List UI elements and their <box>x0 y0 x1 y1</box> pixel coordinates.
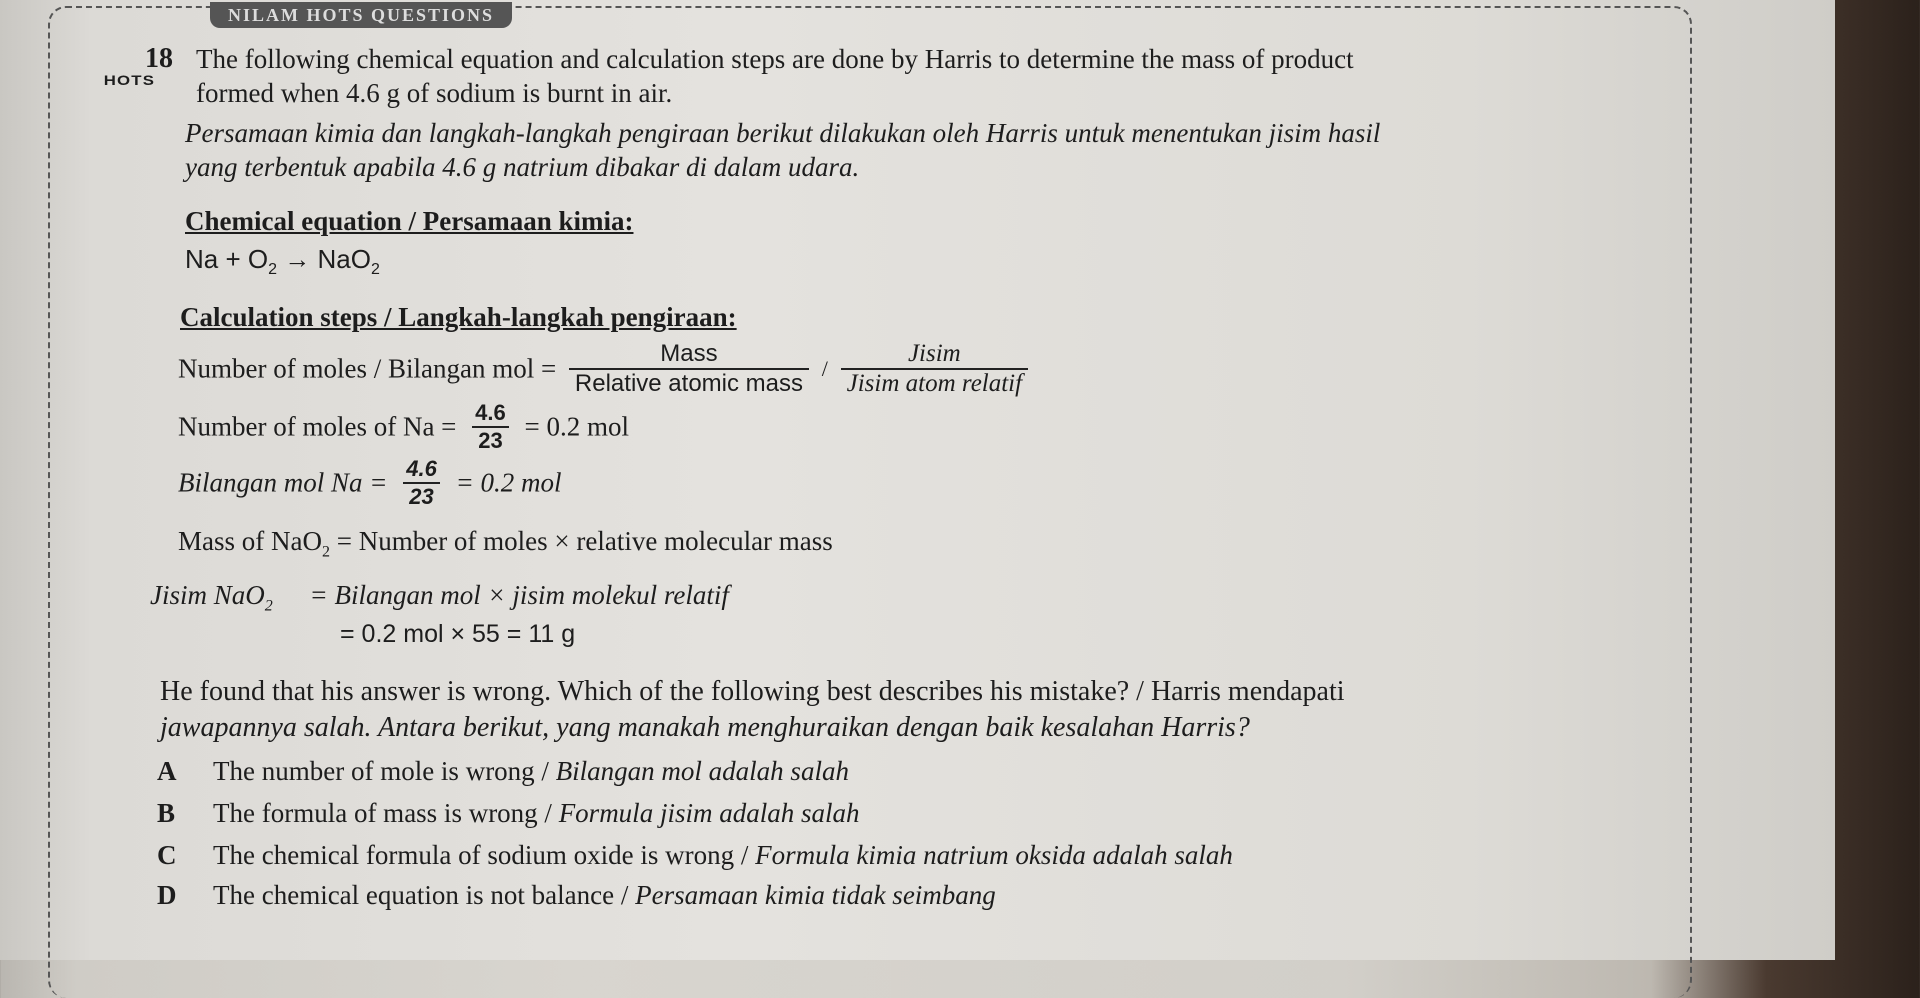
calculation-heading: Calculation steps / Langkah-langkah pengiraan: <box>180 302 737 332</box>
moles-na-label: Number of moles of Na = <box>178 411 457 442</box>
section-header: NILAM HOTS QUESTIONS <box>210 2 512 28</box>
moles-na-fraction <box>469 400 512 454</box>
option-d[interactable] <box>157 880 996 911</box>
question-text-en-2: formed when 4.6 g of sodium is burnt in air. <box>196 78 673 108</box>
mass-fraction-numerator: Mass <box>660 340 718 367</box>
option-d-letter: D <box>157 880 177 910</box>
option-d-text-ms: Persamaan kimia tidak seimbang <box>635 880 996 910</box>
option-b-letter: B <box>157 798 176 828</box>
prompt-line-1: He found that his answer is wrong. Which of the following best describes his mistake? / Harris mendapati <box>160 676 1345 707</box>
jisim-formula-subscript: 2 <box>264 597 273 615</box>
mass-formula-rest: = Number of moles × relative molecular mass <box>336 526 833 556</box>
equation-rhs-subscript: 2 <box>370 261 380 279</box>
bilangan-mol-label: Bilangan mol Na = <box>178 467 388 498</box>
equation-lhs: Na + O <box>185 244 269 274</box>
moles-na-numerator: 4.6 <box>475 400 506 425</box>
moles-formula-row <box>178 340 1034 398</box>
option-c[interactable] <box>157 840 1233 871</box>
bilangan-mol-fraction <box>400 456 443 510</box>
moles-formula-label: Number of moles / Bilangan mol = <box>178 353 557 384</box>
arrow-icon: → <box>284 244 311 274</box>
fraction-separator: / <box>821 356 828 381</box>
mass-fraction <box>569 340 809 398</box>
bilangan-mol-numerator: 4.6 <box>406 456 437 481</box>
jisim-formula-label: Jisim NaO <box>150 580 265 610</box>
mass-formula-label: Mass of NaO <box>178 526 322 556</box>
option-c-text-ms: Formula kimia natrium oksida adalah salah <box>755 840 1233 870</box>
final-calculation: = 0.2 mol × 55 = 11 g <box>340 620 576 648</box>
jisim-fraction-denominator: Jisim atom relatif <box>841 368 1028 398</box>
moles-na-row <box>178 400 629 454</box>
option-d-text-en: The chemical equation is not balance / <box>213 880 636 910</box>
chemical-equation <box>185 244 380 279</box>
option-a[interactable] <box>157 756 849 787</box>
jisim-fraction-numerator: Jisim <box>907 340 961 367</box>
option-a-text-ms: Bilangan mol adalah salah <box>555 756 849 786</box>
option-c-text-en: The chemical formula of sodium oxide is wrong / <box>213 840 756 870</box>
question-number: 18 <box>145 43 173 74</box>
jisim-fraction <box>841 340 1028 398</box>
option-b[interactable] <box>157 798 859 829</box>
jisim-formula-row <box>150 580 729 615</box>
bilangan-mol-result: = 0.2 mol <box>455 467 562 498</box>
question-text-ms-2: yang terbentuk apabila 4.6 g natrium dibakar di dalam udara. <box>185 152 860 182</box>
moles-na-denominator: 23 <box>472 426 508 454</box>
equation-rhs: NaO <box>317 244 371 274</box>
question-text-ms-1: Persamaan kimia dan langkah-langkah pengiraan berikut dilakukan oleh Harris untuk menentukan jisim hasil <box>185 118 1381 148</box>
equation-lhs-subscript: 2 <box>268 261 277 279</box>
mass-formula-subscript: 2 <box>321 543 330 561</box>
prompt-line-2: jawapannya salah. Antara berikut, yang manakah menghuraikan dengan baik kesalahan Harris? <box>160 712 1250 743</box>
mass-fraction-denominator: Relative atomic mass <box>569 368 809 398</box>
hots-badge: HOTS <box>103 72 156 88</box>
bilangan-mol-denominator: 23 <box>403 482 439 510</box>
bilangan-mol-row <box>178 456 562 510</box>
mass-formula-row <box>178 526 833 561</box>
option-a-text-en: The number of mole is wrong / <box>213 756 556 786</box>
option-a-letter: A <box>157 756 177 786</box>
moles-na-result: = 0.2 mol <box>524 411 629 442</box>
equation-heading: Chemical equation / Persamaan kimia: <box>185 206 634 236</box>
jisim-formula-rest: = Bilangan mol × jisim molekul relatif <box>309 580 729 610</box>
option-b-text-ms: Formula jisim adalah salah <box>558 798 860 828</box>
option-c-letter: C <box>157 840 177 870</box>
question-text-en-1: The following chemical equation and calculation steps are done by Harris to determine the mass of product <box>196 44 1354 74</box>
option-b-text-en: The formula of mass is wrong / <box>213 798 559 828</box>
